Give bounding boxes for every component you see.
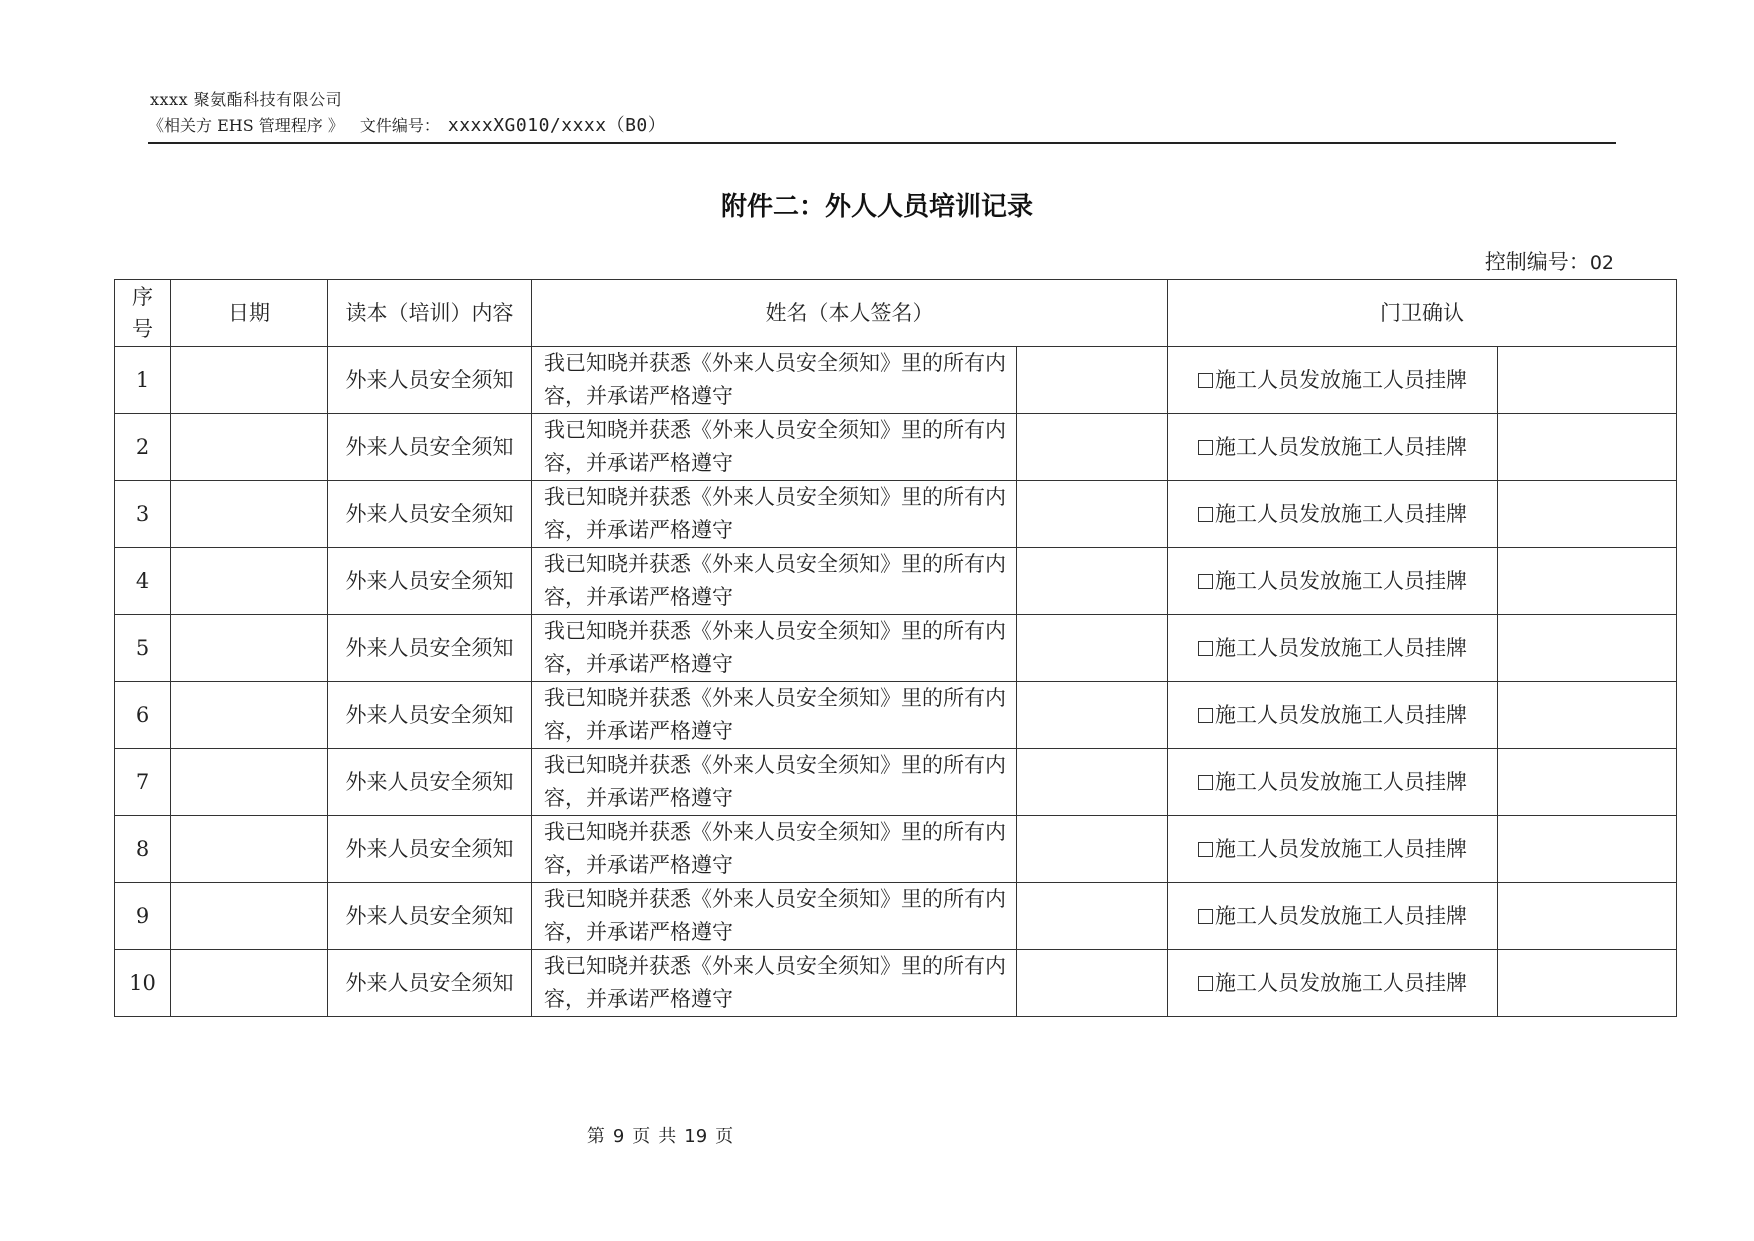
gate-option-label: 施工人员发放施工人员挂牌 — [1215, 970, 1467, 995]
document-header — [148, 88, 1616, 144]
header-content: 读本（培训）内容 — [328, 280, 532, 347]
table-row — [115, 548, 1677, 615]
gate-option-label: 施工人员发放施工人员挂牌 — [1215, 501, 1467, 526]
row-declaration: 我已知晓并获悉《外来人员安全须知》里的所有内容，并承诺严格遵守 — [532, 615, 1017, 682]
row-declaration: 我已知晓并获悉《外来人员安全须知》里的所有内容，并承诺严格遵守 — [532, 347, 1017, 414]
row-date-cell[interactable] — [171, 414, 328, 481]
row-seq: 6 — [115, 682, 171, 749]
row-declaration: 我已知晓并获悉《外来人员安全须知》里的所有内容，并承诺严格遵守 — [532, 816, 1017, 883]
row-signature-cell[interactable] — [1017, 481, 1168, 548]
row-seq: 10 — [115, 950, 171, 1017]
row-seq: 9 — [115, 883, 171, 950]
row-declaration: 我已知晓并获悉《外来人员安全须知》里的所有内容，并承诺严格遵守 — [532, 548, 1017, 615]
row-date-cell[interactable] — [171, 481, 328, 548]
row-seq: 8 — [115, 816, 171, 883]
checkbox-icon[interactable] — [1198, 574, 1213, 589]
row-signature-cell[interactable] — [1017, 749, 1168, 816]
header-seq — [115, 280, 171, 347]
row-content: 外来人员安全须知 — [328, 816, 532, 883]
row-gate-option — [1168, 682, 1498, 749]
row-signature-cell[interactable] — [1017, 548, 1168, 615]
row-seq: 5 — [115, 615, 171, 682]
footer-prefix: 第 — [586, 1126, 605, 1147]
row-date-cell[interactable] — [171, 816, 328, 883]
table-row — [115, 347, 1677, 414]
gate-option-label: 施工人员发放施工人员挂牌 — [1215, 568, 1467, 593]
row-gate-sign-cell[interactable] — [1498, 414, 1677, 481]
row-gate-option — [1168, 548, 1498, 615]
table-header-row — [115, 280, 1677, 347]
header-name: 姓名（本人签名） — [532, 280, 1168, 347]
row-declaration: 我已知晓并获悉《外来人员安全须知》里的所有内容，并承诺严格遵守 — [532, 950, 1017, 1017]
row-declaration: 我已知晓并获悉《外来人员安全须知》里的所有内容，并承诺严格遵守 — [532, 749, 1017, 816]
gate-option-label: 施工人员发放施工人员挂牌 — [1215, 434, 1467, 459]
checkbox-icon[interactable] — [1198, 507, 1213, 522]
row-gate-option — [1168, 816, 1498, 883]
row-content: 外来人员安全须知 — [328, 883, 532, 950]
checkbox-icon[interactable] — [1198, 373, 1213, 388]
row-gate-sign-cell[interactable] — [1498, 682, 1677, 749]
table-row — [115, 749, 1677, 816]
gate-option-label: 施工人员发放施工人员挂牌 — [1215, 635, 1467, 660]
row-seq: 4 — [115, 548, 171, 615]
table-row — [115, 481, 1677, 548]
row-gate-sign-cell[interactable] — [1498, 749, 1677, 816]
footer-page-word: 页 — [632, 1126, 651, 1147]
row-declaration: 我已知晓并获悉《外来人员安全须知》里的所有内容，并承诺严格遵守 — [532, 414, 1017, 481]
row-content: 外来人员安全须知 — [328, 950, 532, 1017]
table-row — [115, 816, 1677, 883]
row-content: 外来人员安全须知 — [328, 414, 532, 481]
row-declaration: 我已知晓并获悉《外来人员安全须知》里的所有内容，并承诺严格遵守 — [532, 682, 1017, 749]
document-info-line — [148, 116, 666, 136]
header-seq-line1: 序号 — [132, 284, 153, 341]
row-declaration: 我已知晓并获悉《外来人员安全须知》里的所有内容，并承诺严格遵守 — [532, 883, 1017, 950]
procedure-name: 《相关方 EHS 管理程序 》 — [148, 116, 344, 135]
row-seq: 1 — [115, 347, 171, 414]
row-gate-sign-cell[interactable] — [1498, 347, 1677, 414]
company-name: xxxx 聚氨酯科技有限公司 — [150, 90, 343, 109]
row-gate-option — [1168, 749, 1498, 816]
gate-option-label: 施工人员发放施工人员挂牌 — [1215, 367, 1467, 392]
page-footer — [0, 1125, 1320, 1149]
checkbox-icon[interactable] — [1198, 775, 1213, 790]
row-signature-cell[interactable] — [1017, 950, 1168, 1017]
checkbox-icon[interactable] — [1198, 909, 1213, 924]
control-number-value: 02 — [1589, 252, 1614, 274]
row-content: 外来人员安全须知 — [328, 347, 532, 414]
row-gate-option — [1168, 481, 1498, 548]
training-record-table — [114, 279, 1677, 1017]
row-gate-option — [1168, 414, 1498, 481]
row-signature-cell[interactable] — [1017, 682, 1168, 749]
control-number-label: 控制编号： — [1484, 250, 1590, 274]
page-title: 附件二：外人人员培训记录 — [720, 192, 1033, 222]
row-gate-sign-cell[interactable] — [1498, 950, 1677, 1017]
table-row — [115, 615, 1677, 682]
control-number — [1485, 248, 1614, 277]
checkbox-icon[interactable] — [1198, 976, 1213, 991]
table-row — [115, 883, 1677, 950]
footer-suffix: 页 — [715, 1126, 734, 1147]
table-row — [115, 414, 1677, 481]
table-row — [115, 950, 1677, 1017]
row-signature-cell[interactable] — [1017, 347, 1168, 414]
row-gate-option — [1168, 950, 1498, 1017]
row-signature-cell[interactable] — [1017, 883, 1168, 950]
row-signature-cell[interactable] — [1017, 414, 1168, 481]
row-content: 外来人员安全须知 — [328, 548, 532, 615]
footer-total-word: 共 — [658, 1126, 677, 1147]
gate-option-label: 施工人员发放施工人员挂牌 — [1215, 836, 1467, 861]
row-declaration: 我已知晓并获悉《外来人员安全须知》里的所有内容，并承诺严格遵守 — [532, 481, 1017, 548]
row-date-cell[interactable] — [171, 548, 328, 615]
footer-page-number: 9 — [612, 1126, 625, 1147]
row-seq: 2 — [115, 414, 171, 481]
row-gate-option — [1168, 615, 1498, 682]
row-gate-sign-cell[interactable] — [1498, 883, 1677, 950]
row-gate-sign-cell[interactable] — [1498, 481, 1677, 548]
row-signature-cell[interactable] — [1017, 816, 1168, 883]
row-content: 外来人员安全须知 — [328, 615, 532, 682]
row-date-cell[interactable] — [171, 615, 328, 682]
row-gate-sign-cell[interactable] — [1498, 548, 1677, 615]
checkbox-icon[interactable] — [1198, 842, 1213, 857]
row-gate-sign-cell[interactable] — [1498, 816, 1677, 883]
gate-option-label: 施工人员发放施工人员挂牌 — [1215, 769, 1467, 794]
row-seq: 3 — [115, 481, 171, 548]
file-number-label: 文件编号： — [359, 116, 440, 135]
row-seq: 7 — [115, 749, 171, 816]
row-date-cell[interactable] — [171, 883, 328, 950]
gate-option-label: 施工人员发放施工人员挂牌 — [1215, 702, 1467, 727]
gate-option-label: 施工人员发放施工人员挂牌 — [1215, 903, 1467, 928]
row-gate-sign-cell[interactable] — [1498, 615, 1677, 682]
table-body — [115, 347, 1677, 1017]
row-signature-cell[interactable] — [1017, 615, 1168, 682]
row-content: 外来人员安全须知 — [328, 481, 532, 548]
header-date: 日期 — [171, 280, 328, 347]
row-date-cell[interactable] — [171, 682, 328, 749]
row-gate-option — [1168, 883, 1498, 950]
checkbox-icon[interactable] — [1198, 708, 1213, 723]
header-gate-confirm: 门卫确认 — [1168, 280, 1677, 347]
row-content: 外来人员安全须知 — [328, 682, 532, 749]
checkbox-icon[interactable] — [1198, 641, 1213, 656]
table-row — [115, 682, 1677, 749]
checkbox-icon[interactable] — [1198, 440, 1213, 455]
row-date-cell[interactable] — [171, 749, 328, 816]
row-content: 外来人员安全须知 — [328, 749, 532, 816]
footer-total-pages: 19 — [684, 1126, 708, 1147]
row-date-cell[interactable] — [171, 950, 328, 1017]
file-number: xxxxXG010/xxxx（B0） — [447, 115, 667, 136]
row-date-cell[interactable] — [171, 347, 328, 414]
row-gate-option — [1168, 347, 1498, 414]
